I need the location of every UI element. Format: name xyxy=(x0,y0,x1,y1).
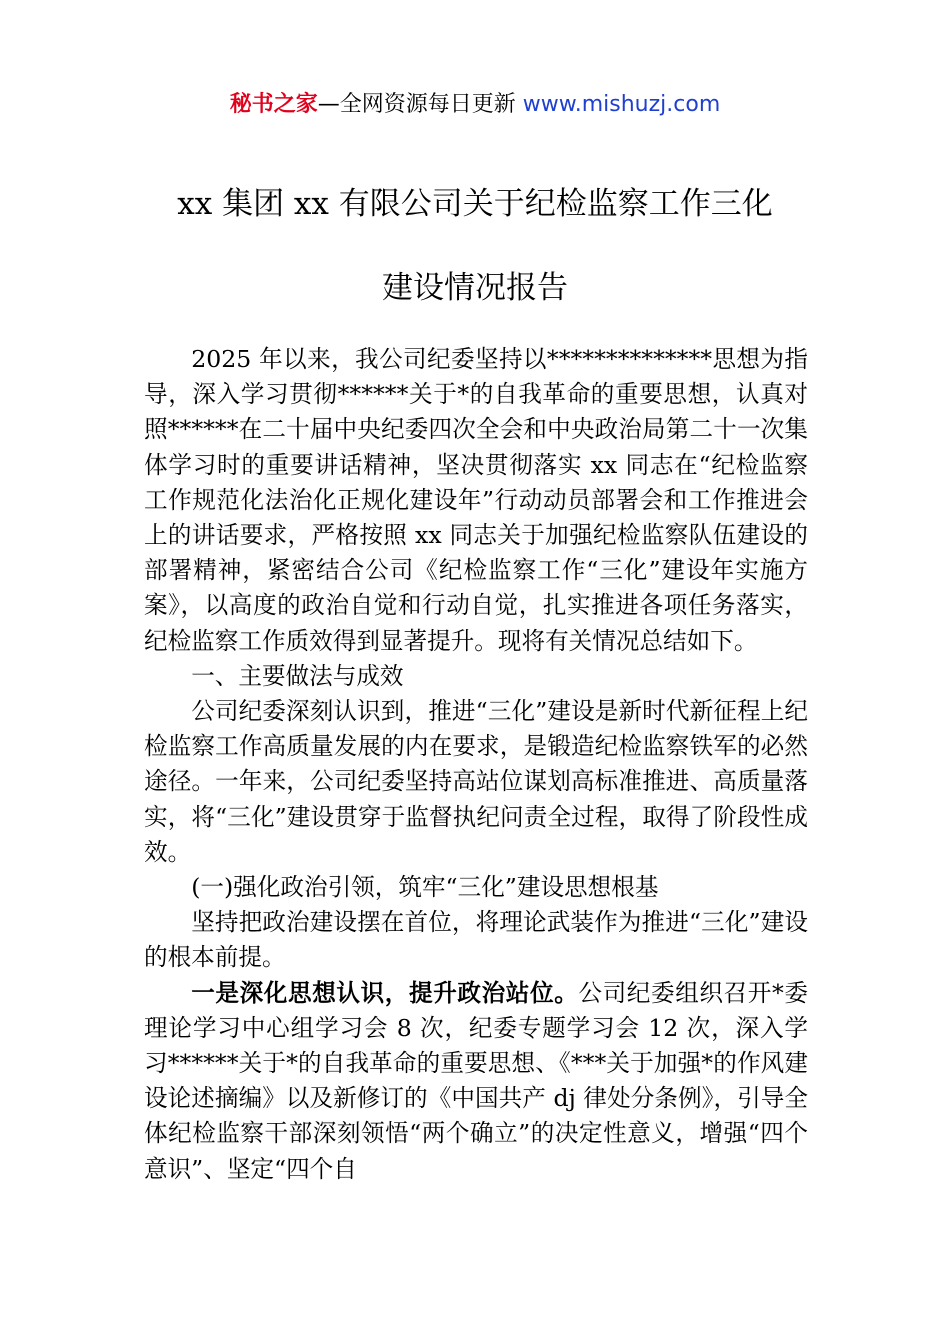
header-slogan: —全网资源每日更新 xyxy=(317,92,523,117)
brand-name: 秘书之家 xyxy=(229,92,318,117)
point-1-text: 公司纪委组织召开*委理论学习中心组学习会 8 次，纪委专题学习会 12 次，深入学习******关于*的自我革命的重要思想、《***关于加强*的作风建设论述摘编》以及新修订的《中国共产 dj 律处分条例》，引导全体纪检监察干部深刻领悟“两个确立”的决定性意义，增强“四个意识”、坚定“四个自 xyxy=(144,978,809,1183)
site-link[interactable]: www.mishuzj.com xyxy=(522,92,721,117)
paragraph-intro: 2025 年以来，我公司纪委坚持以**************思想为指导，深入学习贯彻******关于*的自我革命的重要思想，认真对照******在二十届中央纪委四次全会和中央政治局第二十一次集体学习时的重要讲话精神，坚决贯彻落实 xx 同志在“纪检监察工作规范化法治化正规化建设年”行动动员部署会和工作推进会上的讲话要求，严格按照 xx 同志关于加强纪检监察队伍建设的部署精神，紧密结合公司《纪检监察工作“三化”建设年实施方案》，以高度的政治自觉和行动自觉，扎实推进各项任务落实，纪检监察工作质效得到显著提升。现将有关情况总结如下。 xyxy=(144,345,808,655)
section-heading-1: 一、主要做法与成效 xyxy=(191,661,404,690)
paragraph-political: 坚持把政治建设摆在首位，将理论武装作为推进“三化”建设的根本前提。 xyxy=(144,908,808,972)
subsection-heading-1: (一)强化政治引领，筑牢“三化”建设思想根基 xyxy=(191,873,659,902)
paragraph-overview: 公司纪委深刻认识到，推进“三化”建设是新时代新征程上纪检监察工作高质量发展的内在要求，是锻造纪检监察铁军的必然途径。一年来，公司纪委坚持高站位谋划高标准推进、高质量落实，将“三化”建设贯穿于监督执纪问责全过程，取得了阶段性成效。 xyxy=(144,697,808,866)
document-body xyxy=(144,342,808,1187)
site-header xyxy=(0,88,950,122)
paragraph-point-1 xyxy=(144,976,808,1187)
title-line-2: 建设情况报告 xyxy=(382,270,568,306)
point-1-lead: 一是深化思想认识，提升政治站位。 xyxy=(191,978,579,1007)
title-line-1: xx 集团 xx 有限公司关于纪检监察工作三化 xyxy=(177,186,773,222)
document-title xyxy=(100,162,850,330)
